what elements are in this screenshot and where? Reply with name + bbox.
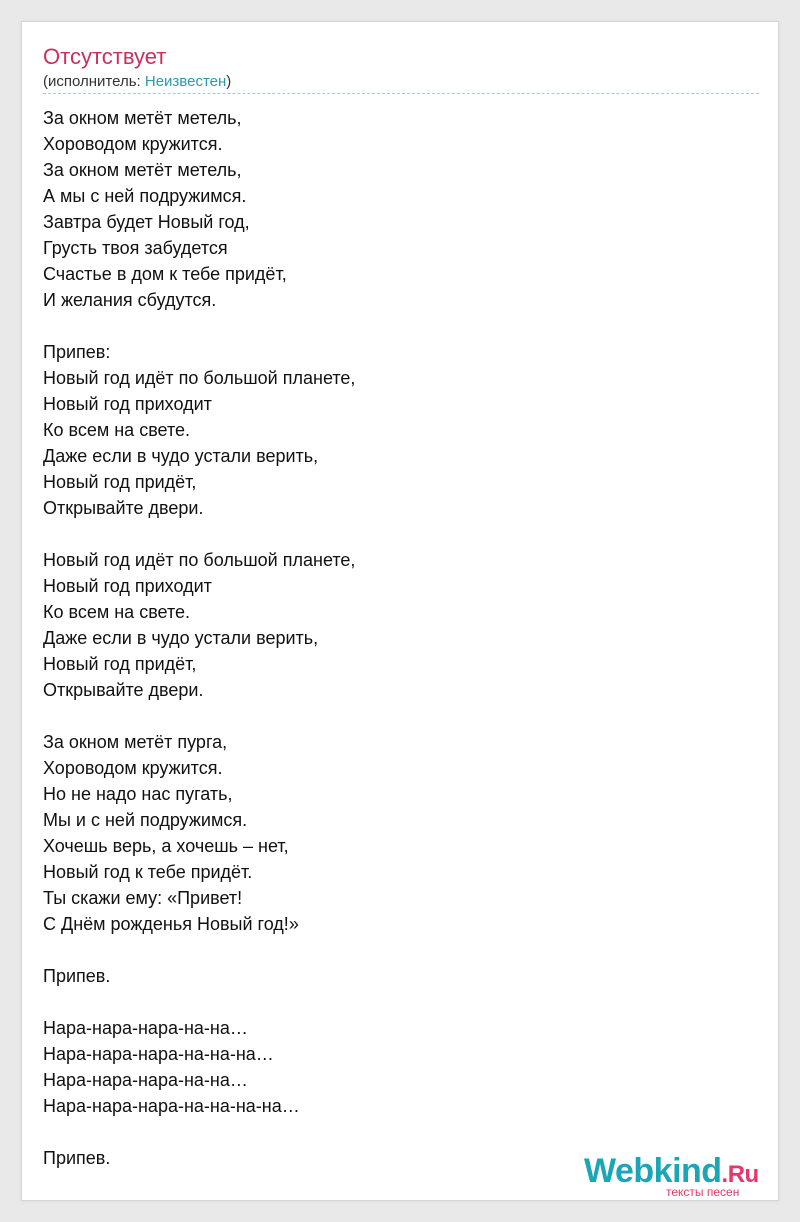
lyrics-line: Новый год приходит [43, 394, 212, 414]
lyrics-line: Новый год придёт, [43, 472, 197, 492]
lyrics-line: За окном метёт метель, [43, 108, 242, 128]
lyrics-line: Но не надо нас пугать, [43, 784, 233, 804]
lyrics-line: Новый год идёт по большой планете, [43, 368, 356, 388]
lyrics-line: Грусть твоя забудется [43, 238, 228, 258]
lyrics-line: Даже если в чудо устали верить, [43, 446, 319, 466]
lyrics-line: Хороводом кружится. [43, 134, 223, 154]
lyrics-line: Припев: [43, 342, 111, 362]
title-divider [43, 93, 759, 94]
lyrics-line: Открывайте двери. [43, 498, 204, 518]
performer-prefix: (исполнитель: [43, 73, 145, 90]
lyrics-line: Нара-нара-нара-на-на-на… [43, 1044, 274, 1064]
lyrics-card [21, 21, 779, 1201]
performer-line [43, 73, 231, 91]
lyrics-line: Нара-нара-нара-на-на… [43, 1070, 248, 1090]
lyrics-blank-line [43, 313, 743, 339]
logo-tagline: тексты песен [666, 1185, 740, 1199]
lyrics-line: За окном метёт метель, [43, 160, 242, 180]
lyrics-line: Даже если в чудо устали верить, [43, 628, 319, 648]
site-logo[interactable] [584, 1152, 784, 1202]
lyrics-line: Мы и с ней подружимся. [43, 810, 248, 830]
lyrics-line: Новый год приходит [43, 576, 212, 596]
lyrics-line: Хороводом кружится. [43, 758, 223, 778]
lyrics-blank-line [43, 989, 743, 1015]
lyrics-line: А мы с ней подружимся. [43, 186, 247, 206]
lyrics-line: За окном метёт пурга, [43, 732, 228, 752]
lyrics-line: Новый год к тебе придёт. [43, 862, 253, 882]
lyrics-line: Ко всем на свете. [43, 602, 191, 622]
lyrics-blank-line [43, 937, 743, 963]
lyrics-line: Припев. [43, 966, 111, 986]
lyrics-line: Хочешь верь, а хочешь – нет, [43, 836, 289, 856]
lyrics-text [43, 105, 743, 1171]
lyrics-blank-line [43, 703, 743, 729]
lyrics-line: Счастье в дом к тебе придёт, [43, 264, 287, 284]
lyrics-line: Новый год придёт, [43, 654, 197, 674]
lyrics-line: С Днём рожденья Новый год!» [43, 914, 299, 934]
lyrics-line: И желания сбудутся. [43, 290, 217, 310]
lyrics-line: Ко всем на свете. [43, 420, 191, 440]
lyrics-blank-line [43, 521, 743, 547]
lyrics-line: Завтра будет Новый год, [43, 212, 250, 232]
lyrics-line: Нара-нара-нара-на-на… [43, 1018, 248, 1038]
lyrics-line: Нара-нара-нара-на-на-на-на… [43, 1096, 300, 1116]
performer-link[interactable]: Неизвестен [144, 73, 227, 90]
lyrics-line: Новый год идёт по большой планете, [43, 550, 356, 570]
performer-suffix: ) [226, 73, 232, 90]
logo-main-text: Webkind [584, 1152, 722, 1190]
song-title: Отсутствует [43, 44, 167, 69]
logo-tld: .Ru [721, 1161, 759, 1188]
lyrics-line: Открывайте двери. [43, 680, 204, 700]
lyrics-line: Ты скажи ему: «Привет! [43, 888, 243, 908]
lyrics-line: Припев. [43, 1148, 111, 1168]
lyrics-blank-line [43, 1119, 743, 1145]
